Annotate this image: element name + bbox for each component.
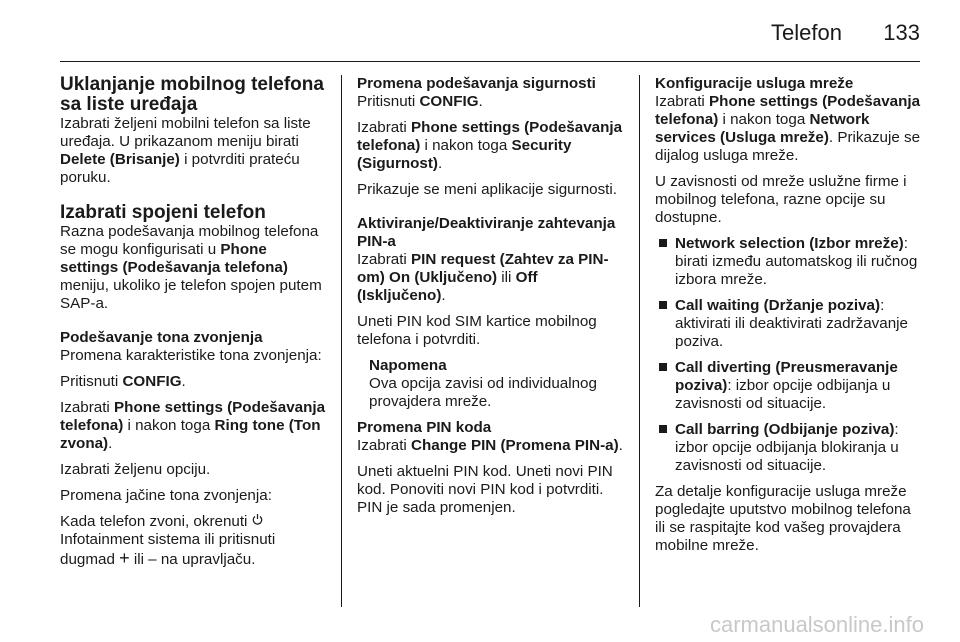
paragraph-select-ringtone [60, 399, 328, 453]
paragraph-pin-request [357, 251, 625, 305]
menu-term: CONFIG [419, 93, 479, 110]
column-3 [655, 75, 925, 563]
text: Kada telefon zvoni, okrenuti [60, 513, 252, 530]
text: i nakon toga [420, 137, 512, 154]
menu-term: Off (Isključeno) [357, 269, 538, 304]
menu-term: Phone settings (Podešavanja telefona) [655, 93, 921, 128]
menu-term: Call barring (Odbijanje poziva) [675, 421, 895, 438]
note-title: Napomena [369, 357, 447, 374]
menu-term: PIN request (Zahtev za PIN-om) On (Uključeno) [357, 251, 609, 286]
menu-term: Change PIN (Promena PIN-a) [411, 437, 619, 454]
text: . Prikazuje se dijalog usluga mreže. [655, 129, 921, 164]
heading-network-services: Konfiguracije usluga mreže [655, 75, 854, 92]
heading-ringtone: Podešavanje tona zvonjenja [60, 329, 263, 346]
paragraph-change-pin-steps: Uneti aktuelni PIN kod. Uneti novi PIN kod. Ponoviti novi PIN kod i potvrditi. PIN je sada promenjen. [357, 463, 613, 516]
note-box [369, 357, 625, 411]
menu-term: Security (Sigurnost) [357, 137, 572, 172]
list-item [655, 297, 925, 351]
text: . [438, 155, 443, 172]
paragraph-press-config [357, 93, 625, 111]
menu-term: Network selection (Izbor mreže) [675, 235, 904, 252]
paragraph-network-details: Za detalje konfiguracije usluga mreže pogledajte uputstvo mobilnog telefona ili se raspitajte kod vašeg provajdera mobilne mreže. [655, 483, 911, 554]
column-divider-left [341, 75, 342, 607]
menu-term: Ring tone (Ton zvona) [60, 417, 321, 452]
menu-term: Phone settings (Podešavanja telefona) [60, 399, 326, 434]
paragraph-select-security [357, 119, 625, 173]
menu-term: Delete (Brisanje) [60, 151, 180, 168]
paragraph-volume-intro: Promena jačine tona zvonjenja: [60, 487, 272, 504]
paragraph-select-option: Izabrati željenu opciju. [60, 461, 211, 478]
text: : izbor opcije odbijanja u zavisnosti od situacije. [675, 377, 891, 412]
text: ili [497, 269, 516, 286]
bullet-icon [659, 425, 667, 433]
text: Razna podešavanja mobilnog telefona se mogu konfigurisati u [60, 223, 319, 258]
list-item [655, 421, 925, 475]
text: . [181, 373, 186, 390]
paragraph-security-menu: Prikazuje se meni aplikacije sigurnosti. [357, 181, 617, 198]
bullet-icon [659, 301, 667, 309]
text: Izabrati [357, 251, 412, 268]
text: Izabrati [357, 119, 412, 136]
column-2 [357, 75, 625, 525]
heading-select-phone: Izabrati spojeni telefon [60, 202, 266, 223]
column-divider-right [639, 75, 640, 607]
menu-term: Network services (Usluga mreže) [655, 111, 870, 146]
text: : aktivirati ili deaktivirati zadržavanje poziva. [675, 297, 908, 350]
note-text: Ova opcija zavisi od individualnog provajdera mreže. [369, 375, 597, 410]
text: . [108, 435, 113, 452]
text: Izabrati željeni mobilni telefon sa liste uređaja. U prikazanom meniju birati [60, 115, 311, 150]
menu-term: Phone settings (Podešavanja telefona) [60, 241, 288, 276]
text: : izbor opcije odbijanja blokiranja u zavisnosti od situacije. [675, 421, 899, 474]
paragraph-press-config [60, 373, 328, 391]
text: i nakon toga [123, 417, 215, 434]
text: Infotainment sistema ili pritisnuti dugmad [60, 531, 276, 568]
heading-remove-phone: Uklanjanje mobilnog telefona sa liste uređaja [60, 74, 324, 115]
paragraph-network-options: U zavisnosti od mreže uslužne firme i mobilnog telefona, razne opcije su dostupne. [655, 173, 907, 226]
list-item [655, 235, 925, 289]
text: i nakon toga [718, 111, 810, 128]
page-number: 133 [883, 20, 920, 45]
paragraph-enter-pin: Uneti PIN kod SIM kartice mobilnog telefona i potvrditi. [357, 313, 597, 348]
text: : birati između automatskog ili ručnog izbora mreže. [675, 235, 918, 288]
menu-term: Phone settings (Podešavanja telefona) [357, 119, 623, 154]
text: Pritisnuti [357, 93, 420, 110]
text: . [618, 437, 623, 454]
paragraph-network-services [655, 93, 925, 165]
header-rule [60, 61, 920, 62]
page-header [0, 0, 960, 62]
list-item [655, 359, 925, 413]
bullet-icon [659, 239, 667, 247]
text: meniju, ukoliko je telefon spojen putem SAP-a. [60, 277, 322, 312]
bullet-icon [659, 363, 667, 371]
menu-term: CONFIG [122, 373, 182, 390]
paragraph-select-phone [60, 223, 328, 313]
text: . [478, 93, 483, 110]
power-knob-icon [252, 513, 263, 531]
text: Izabrati [655, 93, 710, 110]
paragraph-ringtone-intro: Promena karakteristike tona zvonjenja: [60, 347, 322, 364]
menu-term: Call diverting (Preusmeravanje poziva) [675, 359, 898, 394]
heading-pin-request: Aktiviranje/Deaktiviranje zahtevanja PIN-a [357, 215, 616, 250]
menu-term: Call waiting (Držanje poziva) [675, 297, 881, 314]
column-1 [60, 75, 328, 577]
text: . [441, 287, 446, 304]
text: Izabrati [357, 437, 412, 454]
plus-icon: + [119, 548, 130, 568]
network-options-list [655, 235, 925, 475]
heading-change-pin: Promena PIN koda [357, 419, 492, 436]
paragraph-volume-steps [60, 513, 328, 569]
paragraph-remove-phone [60, 115, 328, 187]
watermark: carmanualsonline.info [709, 612, 924, 637]
running-title: Telefon [771, 20, 842, 45]
text: i potvrditi prateću poruku. [60, 151, 300, 186]
text: Izabrati [60, 399, 115, 416]
text: ili – na upravljaču. [129, 551, 256, 568]
paragraph-change-pin [357, 437, 625, 455]
text: Pritisnuti [60, 373, 123, 390]
heading-security-settings: Promena podešavanja sigurnosti [357, 75, 596, 92]
